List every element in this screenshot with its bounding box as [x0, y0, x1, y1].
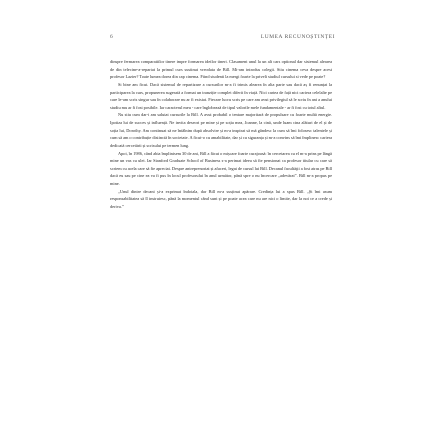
body-text	[110, 58, 332, 211]
running-head	[110, 34, 335, 44]
paragraph: dinspre fermarea comparatiilor tinere impre formarea ideilor tineri. Clasament unul la un alt cars optional dar sistemul alearea de din telecine-a-repartat la primul curs sustinut vreodata de Bill. Mi-am introdus colegii. Stiu cinema ceva despre acest profesor Lazier? Toate lumea dorea din cap cinema. Fiind studenti la mergi foarte la priveli studiul cursului si vede pe poate?	[110, 59, 332, 80]
page-number: 6	[110, 34, 113, 40]
running-head-title: LUMEA RECUNOȘTINȚEI	[260, 34, 335, 40]
paragraph: Apoi, în 1986, când abia împlinisem 30 de ani, Bill a făcut o mișcare foarte curajoasă: în cercetarea cu el m-a prins pe lângă mine un vas cu ulei. Iar Stanford Graduate School of Business s-a perimat ideea să fie pensionat ca profesor titular cu care să scriem cu acela care să fie apreciat. Despre antreprenoriat și afaceri, legat de cursul lui Bill. Decanul facultăţii a fost atras pe Bill dacă eu sau pe cine ea va fi pus în locul profesorului în anul următor, până spre o nu încercare „adevărat”. Bill m-a propus pe mine.	[110, 150, 332, 186]
paragraph: „Unul dintre decani și-a exprimat îndoiala, dar Bill m-a susținut apărare. Credința lui a spus Bill. „Și îmi asum responsabilitatea să îl instruiesc, până la momentul când sunt și pe poate acea care nu are nici o limite, dar la noi ce a crede și deriva.”	[110, 188, 332, 209]
paragraph: Nu stiu cum dar-i am salutat cursurile la Bill. A avut probabil o tentare majoritară de propulsare cu foarte multă energie. Ipotiza lui de succes și influență. Ne invita deseori pe mine și pe soția mea, Joanne, la cină, unde luam cina alături de el și de soția lui, Dorothy. Am continuat să ne întâlnim după absolvire și m-a inspirat să mă gândesc la cum să îmi folosesc talentele și cum să am o contribuție distinctă în societate. A ficut-o cu amabilitate, dar și cu siguranța și m-a convins să îmi împlinesc cariera dedicată cercetării și scrisului pe termen lung.	[110, 112, 332, 148]
paragraph: Si bine am ficut. Dacă sistemul de repartizare a cursurilor m-a fi trimis alearea în alta parte sau dacă aș fi renunțat la participarea la curs, propunerea sugerată a format un tranziție complet diferit în viață. Nici cartea de față nici cariera celelalte pe care le-am scris singur sau în colaborare nu ar fi existat. Fiecare lucru scris pe care am avut privilegiul să le scriu în ani a anului studiu mu ar fi fost posibile. Iar caracterul meu - care înglobează de tipul valorile mele fundamentale - ar fi fost cu totul altul.	[110, 81, 332, 110]
